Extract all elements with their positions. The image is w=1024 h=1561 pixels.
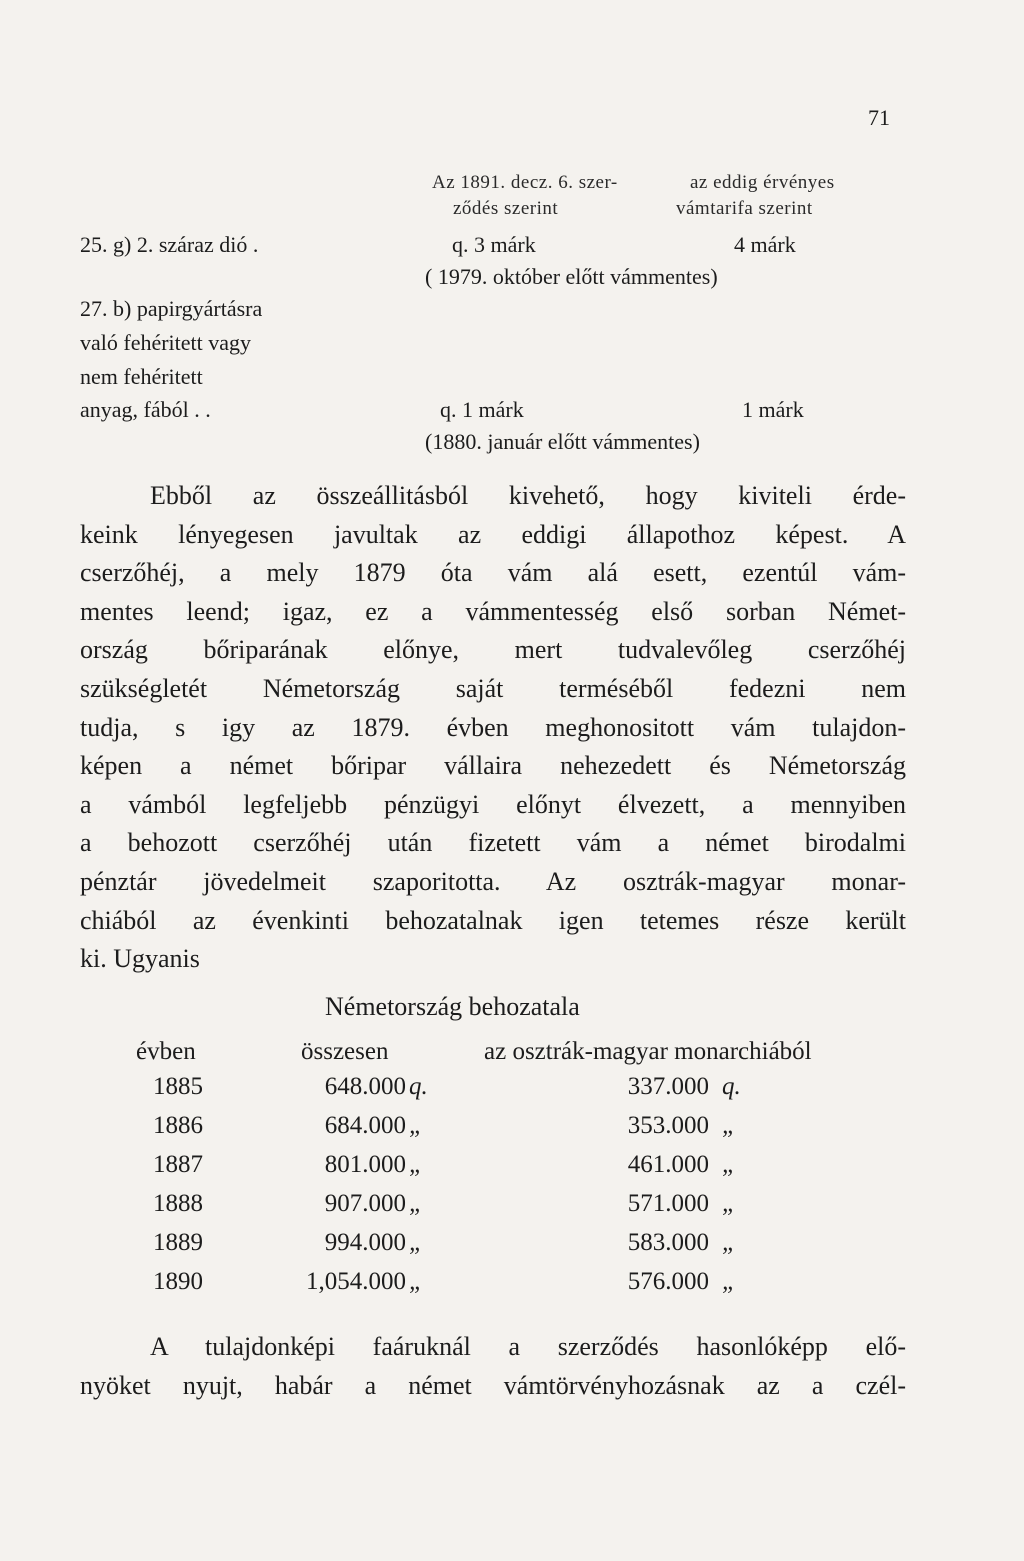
imports-monarchy-unit: „	[722, 1190, 736, 1217]
imports-monarchy-unit: „	[722, 1112, 736, 1139]
paragraph-line: ország bőriparának előnye, mert tudvalevőleg cserzőhéj	[80, 635, 906, 665]
paragraph-line: cserzőhéj, a mely 1879 óta vám alá esett, ezentúl vám-	[80, 558, 906, 588]
paragraph-line: mentes leend; igaz, ez a vámmentesség első sorban Német-	[80, 596, 906, 626]
imports-year: 1886	[153, 1112, 203, 1139]
tariff-item: való fehéritett vagy	[80, 330, 252, 355]
tariff-item: nem fehéritett	[80, 364, 203, 389]
imports-year: 1888	[153, 1190, 203, 1217]
imports-total: 907.000	[324, 1190, 406, 1217]
imports-total-unit: „	[409, 1190, 423, 1217]
paragraph-line: keink lényegesen javultak az eddigi állapothoz képest. A	[80, 519, 906, 549]
tariff-item: 27. b) papirgyártásra	[80, 296, 263, 321]
imports-monarchy: 571.000	[627, 1190, 709, 1217]
tariff-note: (1880. január előtt vámmentes)	[425, 429, 700, 454]
paragraph-line: a behozott cserzőhéj után fizetett vám a német birodalmi	[80, 828, 906, 858]
paragraph-line: nyöket nyujt, habár a német vámtörvényhozásnak az a czél-	[80, 1370, 906, 1400]
imports-total: 684.000	[324, 1112, 406, 1139]
imports-header-year: évben	[136, 1038, 196, 1065]
imports-year: 1889	[153, 1229, 203, 1256]
paragraph-line: chiából az évenkinti behozatalnak igen tetemes része került	[80, 905, 906, 935]
imports-total: 648.000	[324, 1073, 406, 1100]
header-line: az eddig érvényes	[690, 172, 835, 193]
paragraph-line: szükségletét Németország saját terméséből fedezni nem	[80, 673, 906, 703]
imports-monarchy: 337.000	[627, 1073, 709, 1100]
imports-monarchy-unit: „	[722, 1151, 736, 1178]
imports-monarchy-unit: „	[722, 1268, 736, 1295]
imports-total: 801.000	[324, 1151, 406, 1178]
tariff-item: anyag, fából . .	[80, 397, 211, 422]
body-paragraph	[80, 477, 906, 979]
imports-monarchy-unit: q.	[722, 1073, 741, 1100]
imports-monarchy: 583.000	[627, 1229, 709, 1256]
paragraph-line: pénztár jövedelmeit szaporitotta. Az osztrák-magyar monar-	[80, 866, 906, 896]
imports-header-monarchy: az osztrák-magyar monarchiából	[484, 1038, 812, 1065]
page-number: 71	[868, 105, 890, 130]
imports-total: 994.000	[324, 1229, 406, 1256]
imports-year: 1885	[153, 1073, 203, 1100]
imports-total-unit: „	[409, 1268, 423, 1295]
imports-total-unit: q.	[409, 1073, 428, 1100]
tariff-item: 25. g) 2. száraz dió .	[80, 232, 259, 257]
body-paragraph	[80, 1328, 906, 1405]
imports-year: 1887	[153, 1151, 203, 1178]
imports-monarchy: 461.000	[627, 1151, 709, 1178]
paragraph-line: a vámból legfeljebb pénzügyi előnyt élvezett, a mennyiben	[80, 789, 906, 819]
imports-header-total: összesen	[301, 1038, 389, 1065]
tariff-new-rate: q. 3 márk	[452, 232, 536, 257]
paragraph-line: ki. Ugyanis	[80, 944, 200, 974]
imports-monarchy: 576.000	[627, 1268, 709, 1295]
tariff-note: ( 1979. október előtt vámmentes)	[425, 264, 718, 289]
header-line: ződés szerint	[453, 198, 559, 219]
imports-total-unit: „	[409, 1151, 423, 1178]
tariff-old-rate: 1 márk	[742, 397, 804, 422]
imports-total: 1,054.000	[306, 1268, 406, 1295]
tariff-new-rate: q. 1 márk	[440, 397, 524, 422]
tariff-old-rate: 4 márk	[734, 232, 796, 257]
paragraph-line: Ebből az összeállitásból kivehető, hogy kiviteli érde-	[150, 481, 906, 510]
paragraph-line: A tulajdonképi faáruknál a szerződés hasonlóképp elő-	[150, 1332, 906, 1361]
imports-total-unit: „	[409, 1229, 423, 1256]
header-line: vámtarifa szerint	[676, 198, 813, 219]
imports-total-unit: „	[409, 1112, 423, 1139]
imports-year: 1890	[153, 1268, 203, 1295]
header-line: Az 1891. decz. 6. szer-	[432, 172, 618, 193]
imports-monarchy: 353.000	[627, 1112, 709, 1139]
imports-table-title: Németország behozatala	[325, 992, 580, 1021]
paragraph-line: tudja, s igy az 1879. évben meghonositott vám tulajdon-	[80, 712, 906, 742]
paragraph-line: képen a német bőripar vállaira nehezedett és Németország	[80, 751, 906, 781]
imports-monarchy-unit: „	[722, 1229, 736, 1256]
